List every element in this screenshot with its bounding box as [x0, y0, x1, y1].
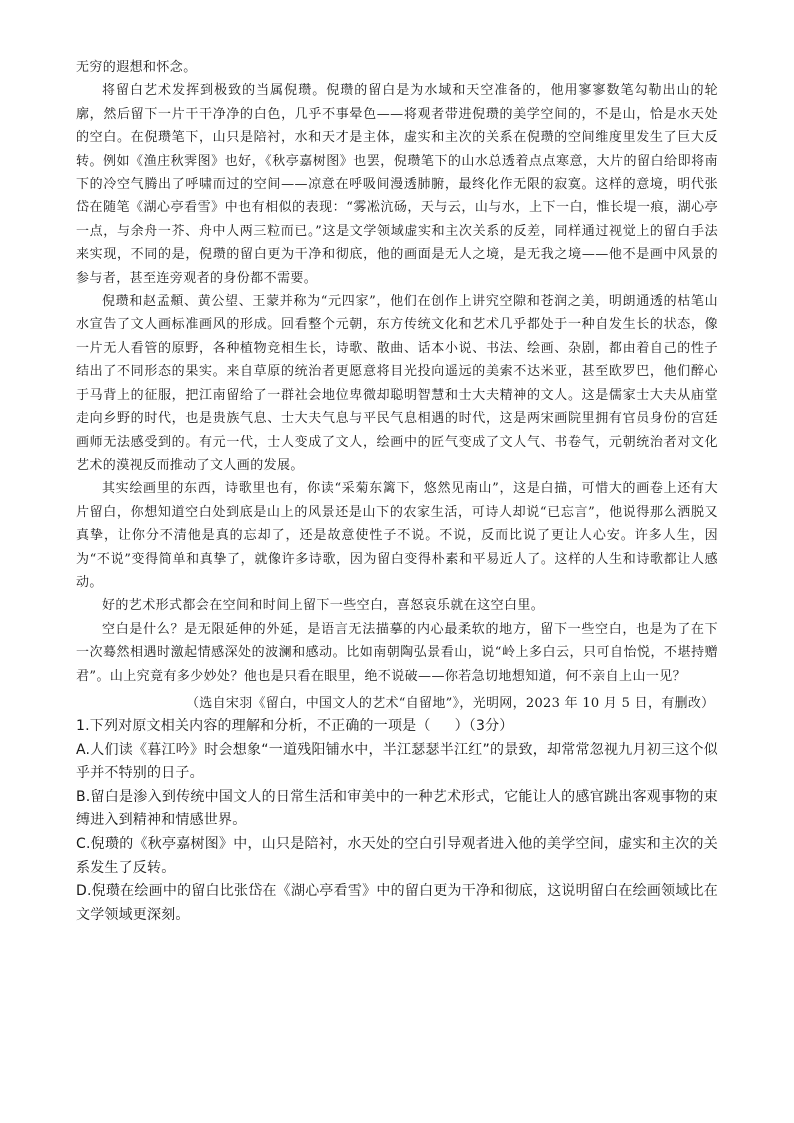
question-stem-before: 1.下列对原文相关内容的理解和分析，不正确的一项是（ — [76, 717, 431, 734]
article-paragraph: 倪瓒和赵孟頫、黄公望、王蒙并称为“元四家”，他们在创作上讲究空隙和苍润之美，明朗通透的枯笔山水宣告了文人画标准画风的形成。回看整个元朝，东方传统文化和艺术几乎都处于一种自发生长的状态，像一片无人看管的原野，各种植物竞相生长，诗歌、散曲、话本小说、书法、绘画、杂剧，都由着自己的性子结出了不同形态的果实。来自草原的统治者更愿意将目光投向遥远的美索不达米亚，甚至欧罗巴，他们醉心于马背上的征服，把江南留给了一群社会地位卑微却聪明智慧和士大夫精神的文人。这是儒家士大夫从庙堂走向乡野的时代，也是贵族气息、士大夫气息与平民气息相遇的时代，这是两宋画院里拥有官员身份的宫廷画师无法感受到的。有元一代，士人变成了文人，绘画中的匠气变成了文人气、书卷气，元朝统治者对文化艺术的漠视反而推动了文人画的发展。 — [76, 294, 718, 473]
option-d: D.倪瓒在绘画中的留白比张岱在《湖心亭看雪》中的留白更为干净和彻底，这说明留白在绘画领域比在文学领域更深刻。 — [76, 883, 718, 923]
article-paragraph: 好的艺术形式都会在空间和时间上留下一些空白，喜怒哀乐就在这空白里。 — [102, 598, 545, 614]
question-stem — [76, 715, 718, 739]
question-block — [76, 715, 718, 927]
article-paragraph: 其实绘画里的东西，诗歌里也有，你读“采菊东篱下，悠然见南山”，这是白描，可惜大的画卷上还有大片留白，你想知道空白处到底是山上的风景还是山下的农家生活，可诗人却说“已忘言”，他说得那么洒脱又真挚，让你分不清他是真的忘却了，还是故意使性子不说。不说，反而比说了更让人心安。许多人生，因为“不说”变得简单和真挚了，就像许多诗歌，因为留白变得朴素和平易近人了。这样的人生和诗歌都让人感动。 — [76, 481, 718, 590]
article-body — [76, 56, 718, 688]
question-stem-after: ）（3分） — [454, 717, 514, 734]
option-c: C.倪瓒的《秋亭嘉树图》中，山只是陪衬，水天处的空白引导观者进入他的美学空间，虚实和主次的关系发生了反转。 — [76, 835, 718, 876]
option-b: B.留白是渗入到传统中国文人的日常生活和审美中的一种艺术形式，它能让人的感官跳出客观事物的束缚进入到精神和情感世界。 — [76, 788, 718, 829]
article-paragraph: 无穷的遐想和怀念。 — [76, 60, 197, 75]
article-paragraph: 空白是什么？是无限延伸的外延，是语言无法描摹的内心最柔软的地方，留下一些空白，也是为了在下一次蓦然相遇时激起情感深处的波澜和感动。比如南朝陶弘景看山，说“岭上多白云，只可自怡悦，不堪持赠君”。山上究竟有多少妙处？他也是只看在眼里，绝不说破——你若急切地想知道，何不亲自上山一见？ — [76, 621, 718, 684]
article-paragraph: 将留白艺术发挥到极致的当属倪瓒。倪瓒的留白是为水域和天空准备的，他用寥寥数笔勾勒出山的轮廓，然后留下一片干干净净的白色，几乎不事晕色——将观者带进倪瓒的美学空间的，不是山，恰是水天处的空白。在倪瓒笔下，山只是陪衬，水和天才是主体，虚实和主次的关系在倪瓒的空间维度里发生了巨大反转。例如《渔庄秋霁图》也好，《秋亭嘉树图》也罢，倪瓒笔下的山水总透着点点寒意，大片的留白给即将南下的冷空气腾出了呼啸而过的空间——凉意在呼吸间漫透肺腑，最终化作无限的寂寞。这样的意境，明代张岱在随笔《湖心亭看雪》中也有相似的表现：“雾凇沆砀，天与云，山与水，上下一白，惟长堤一痕，湖心亭一点，与余舟一芥、舟中人两三粒而已。”这是文学领域虚实和主次关系的反差，同样通过视觉上的留白手法来实现，不同的是，倪瓒的留白更为干净和彻底，他的画面是无人之境，是无我之境——他不是画中风景的参与者，甚至连旁观者的身份都不需要。 — [76, 83, 718, 286]
option-a: A.人们读《暮江吟》时会想象“一道残阳铺水中，半江瑟瑟半江红”的景致，却常常忽视九月初三这个似乎并不特别的日子。 — [76, 741, 718, 782]
article-source: （选自宋羽《留白，中国文人的艺术“自留地”》，光明网，2023 年 10 月 5 日，有删改） — [186, 695, 715, 711]
